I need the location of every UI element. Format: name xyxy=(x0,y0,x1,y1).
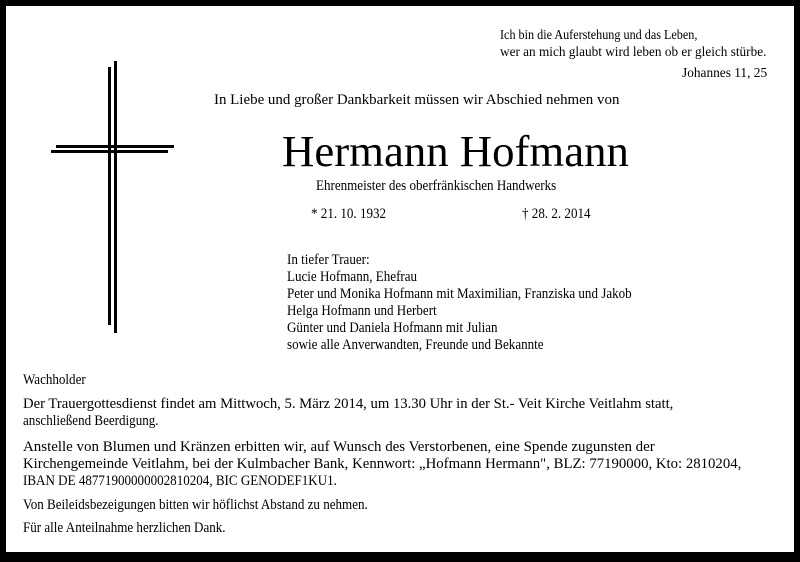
death-date: † 28. 2. 2014 xyxy=(522,206,591,222)
deceased-name: Hermann Hofmann xyxy=(282,127,629,176)
donation-text: Anstelle von Blumen und Kränzen erbitten wir, auf Wunsch des Verstorbenen, eine Spende zugunsten der xyxy=(23,439,655,455)
place: Wachholder xyxy=(23,372,86,388)
service-text: anschließend Beerdigung. xyxy=(23,413,159,429)
mourner-line: sowie alle Anverwandten, Freunde und Bekannte xyxy=(287,337,544,353)
mourner-line: Lucie Hofmann, Ehefrau xyxy=(287,269,418,285)
verse-line: Ich bin die Auferstehung und das Leben, xyxy=(500,27,698,42)
deceased-title: Ehrenmeister des oberfränkischen Handwerks xyxy=(316,178,557,194)
mourner-line: Günter und Daniela Hofmann mit Julian xyxy=(287,320,498,336)
thanks-text: Für alle Anteilnahme herzlichen Dank. xyxy=(23,520,226,536)
donation-text: Kirchengemeinde Veitlahm, bei der Kulmbacher Bank, Kennwort: „Hofmann Hermann", BLZ: 77190000, Kto: 2810204, xyxy=(23,456,742,472)
donation-text: IBAN DE 48771900000002810204, BIC GENODEF1KU1. xyxy=(23,473,337,489)
service-text: Der Trauergottesdienst findet am Mittwoch, 5. März 2014, um 13.30 Uhr in der St.- Veit Kirche Veitlahm statt, xyxy=(23,396,674,412)
mourner-line: In tiefer Trauer: xyxy=(287,252,370,268)
verse-line: wer an mich glaubt wird leben ob er gleich stürbe. xyxy=(500,44,767,59)
mourner-line: Peter und Monika Hofmann mit Maximilian, Franziska und Jakob xyxy=(287,286,632,302)
verse-reference: Johannes 11, 25 xyxy=(682,65,768,80)
birth-date: * 21. 10. 1932 xyxy=(311,206,387,222)
intro-text: In Liebe und großer Dankbarkeit müssen wir Abschied nehmen von xyxy=(214,92,620,108)
condolences-text: Von Beileidsbezeigungen bitten wir höflichst Abstand zu nehmen. xyxy=(23,497,368,513)
mourner-line: Helga Hofmann und Herbert xyxy=(287,303,437,319)
